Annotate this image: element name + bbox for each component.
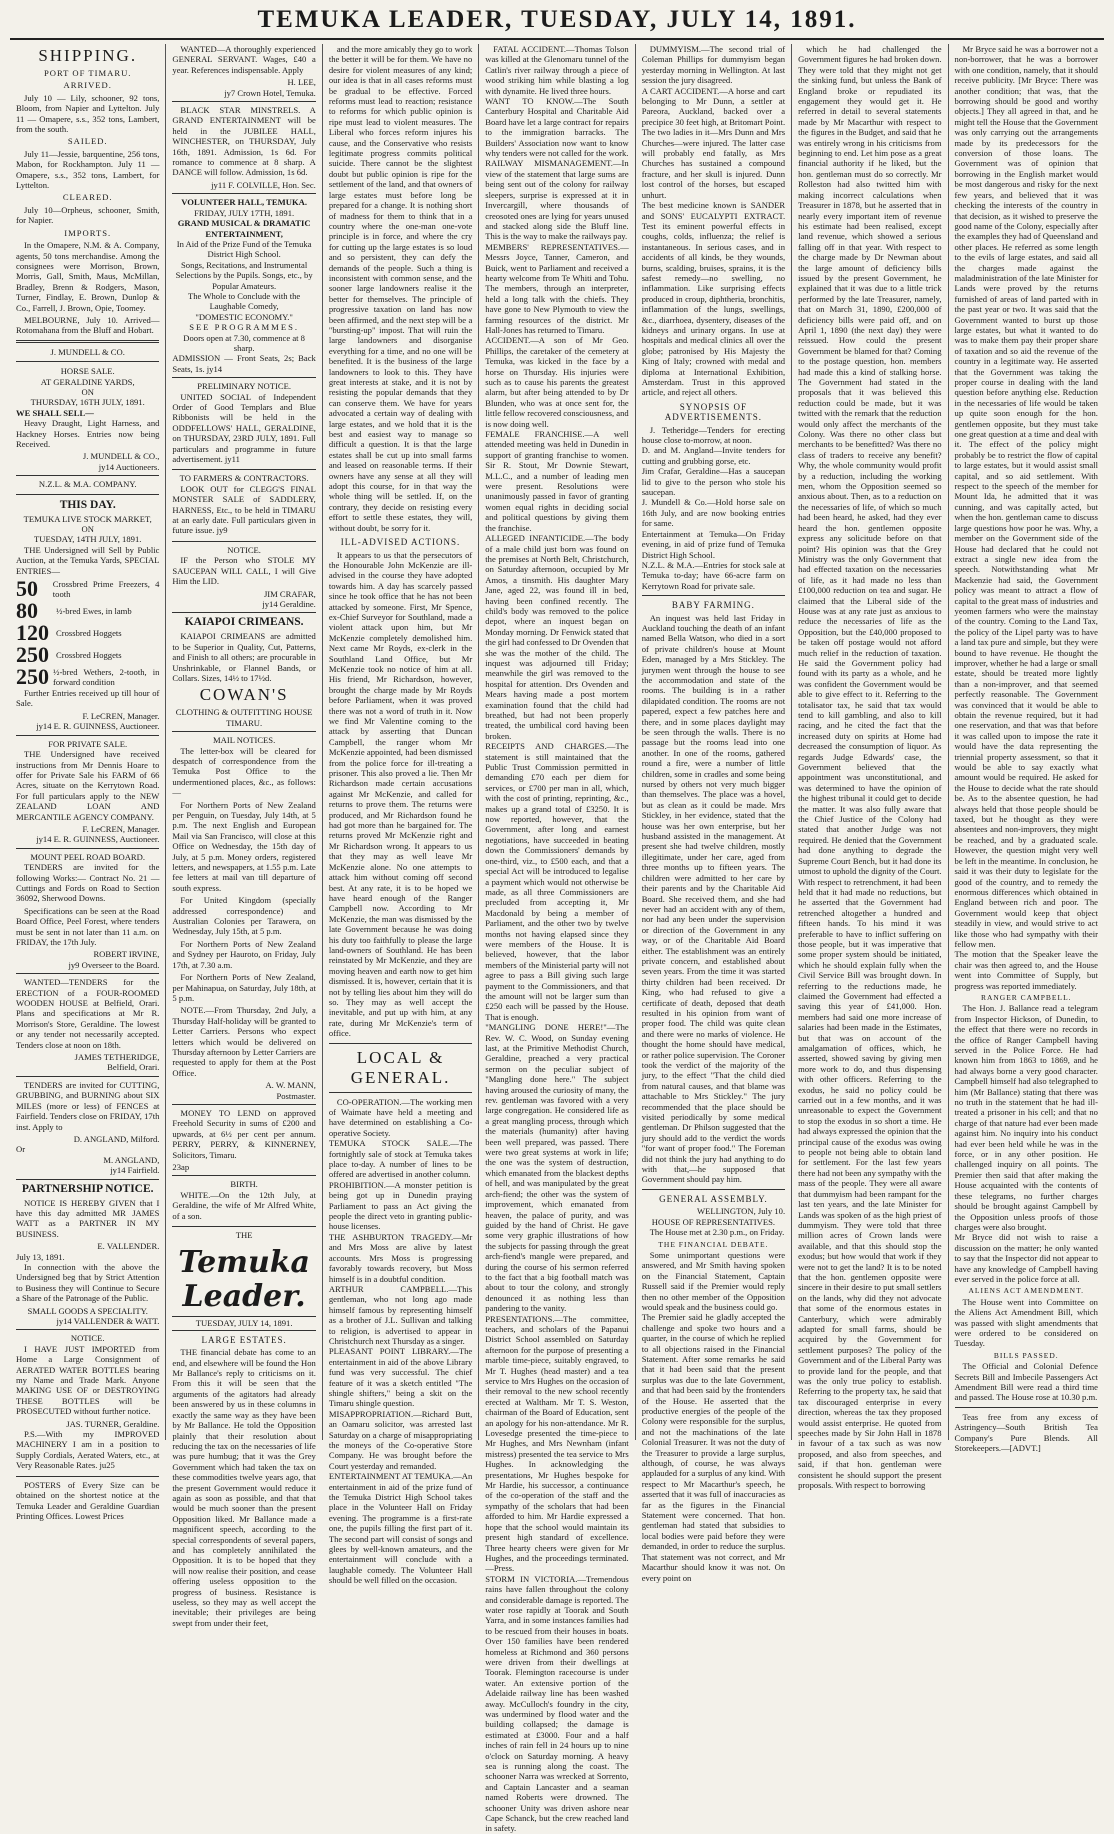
stock-entry <box>16 600 159 622</box>
angland-d-sign: D. ANGLAND, Milford. <box>73 1133 160 1144</box>
notice-title: NOTICE. <box>70 1333 105 1344</box>
partnership-title: PARTNERSHIP NOTICE. <box>21 1182 154 1195</box>
column-2 <box>166 44 322 1628</box>
colville-sign: jy11 F. COLVILLE, Hon. Sec. <box>211 179 316 190</box>
the-label: THE <box>235 1230 253 1241</box>
leader-nameplate: Temuka Leader. <box>178 1245 310 1315</box>
column-3 <box>323 44 479 1586</box>
baby-farming-text: An inquest was held last Friday in Auckland touching the death of an infant named Bella Watson, who died in a sort of private children's house at Mount Eden, managed by a Mrs Stickley. The jurymen went through the house to see the accommodation and state of the rooms. The building is in a rather dilapidated condition. The rooms are not papered, expect a few patches here and there, and in some places daylight may be seen through the walls. There is no passage but the rooms lead into one another. In one of the rooms, gathered round a fire, were a number of little children, some in cradles and some being nursed by others not very much bigger than themselves. The place was a hovel, but as clean as it could be made. Mrs Stickley, in her evidence, stated that the house was her own enterprise, but her husband assisted in the management. At present she had twelve children, mostly illegitimate, under her care, aged from three months up to fifteen years. The children were admitted to her care by their parents and by the Charitable Aid Board. She received them, and she had never had an accident with any of them, nor had any been under the supervision or direction of the Government in any way, or of the Charitable Aid Board either. The establishment was an entirely private concern, and established about seven years. From the time it was started thirty children had been received. Dr King, who had refused to give a certificate of death, deposed that death resulted in his opinion from want of proper food. The child was quite clean and there were no marks of violence. He thought the home should have medical, or rather police supervision. The Coroner took the verdict of the majority of the jury, to the effect "That the child died from natural causes, and that blame was attachable to Mrs Stickley." The jury recommended that the place should be visited periodically by some medical gentleman. Dr Philson suggested that the jury should add to the verdict the words "for want of proper food." The Foreman did not think the jury had anything to do with that,—he supposed that Government should pay him. <box>641 612 786 1185</box>
tetheridge-ad <box>16 977 159 1077</box>
road-board-ad <box>16 852 159 974</box>
undersigned-text: THE Undersigned will Sell by Public Auction, at the Temuka Yards, SPECIAL ENTRIES— <box>16 544 160 576</box>
auctioneers: jy14 Auctioneers. <box>98 461 160 472</box>
wanted-tenders-text: WANTED—TENDERS for the ERECTION of a FOUR-ROOMED WOODEN HOUSE at Belfield, Orari. Plans and specifications at Mr R. Morrison's Store, Geraldine. The lowest or any tender not necessarily accepted. Tenders close at noon on 18th. <box>16 977 160 1050</box>
horse-sale-title: HORSE SALE. <box>60 366 115 377</box>
friday-date: FRIDAY, JULY 17TH, 1891. <box>194 207 295 218</box>
local-general-text: CO-OPERATION.—The working men of Waimate have held a meeting and have determined on establishing a Co-operative Society. TEMUKA STOCK SALE.—The fortnightly sale of stock at Temuka takes place to-day. A number of lines to be offered are advertised in another column. PROHIBITION.—A monster petition is being got up in Dunedin praying Parliament to pass an Act giving the people the direct veto in granting public-house licenses. THE ASHBURTON TRAGEDY.—Mr and Mrs Moss are alive by latest accounts. Mrs Moss is progressing favorably towards recovery, but Moss himself is in a doubtful condition. ARTHUR CAMPBELL.—This gentleman, who not long ago made himself famous by representing himself as a brother of J.L. Sullivan and talking to religion, is advertised to appear in Christchurch next Thursday as a singer. PLEASANT POINT LIBRARY.—The entertainment in aid of the above Library fund was very successful. The chief feature of it was a sketch entitled "The shingle shifters," being a skit on the Timaru shingle question. MISAPPROPRIATION.—Richard Butt, an Oamaru solicitor, was arrested last Saturday on a charge of misappropriating the moneys of the Co-operative Store Company. He was brought before the Court yesterday and remanded. ENTERTAINMENT AT TEMUKA.—An entertainment in aid of the prize fund of the Temuka District High School takes place in the Volunteer Hall on Friday evening. The programme is a first-rate one, the pupils filling the first part of it. The second part will consist of songs and glees by well-known amateurs, and the entertainment will conclude with a laughable comedy. The Volunteer Hall should be well filled on the occasion. <box>328 1096 473 1586</box>
saucepan-ad <box>172 545 315 613</box>
geraldine-yards: AT GERALDINE YARDS, <box>40 376 135 387</box>
house-title: HOUSE OF REPRESENTATIVES. <box>651 1216 775 1227</box>
tenders-gorse-text: TENDERS are invited for CUTTING, GRUBBING, and BURNING about SIX MILES (more or less) of FENCES at Fairfield. Tenders close on FRIDAY, 17th inst. Apply to <box>16 1079 160 1132</box>
leader-date: TUESDAY, JULY 14, 1891. <box>172 1316 315 1330</box>
stock-count: 250 <box>16 664 49 690</box>
stock-entry <box>16 666 159 688</box>
servant-text: WANTED—A thoroughly experienced GENERAL SERVANT. Wages, £40 a year. References indispensable. Apply <box>172 44 316 75</box>
mail-text-3: For United Kingdom (specially addressed correspondence) and Australian Colonies per Tarawera, on Wednesday, July 15th, at 5 p.m. <box>172 895 316 937</box>
cowans-title: COWAN'S <box>199 685 289 705</box>
timaru-label: TIMARU. <box>226 717 263 728</box>
stock-desc: Crossbred Prime Freezers, 4 tooth <box>52 578 160 600</box>
general-assembly-title: GENERAL ASSEMBLY. <box>659 1193 768 1204</box>
mail-title: MAIL NOTICES. <box>213 735 276 746</box>
aid-text: In Aid of the Prize Fund of the Temuka District High School. <box>176 238 312 260</box>
ranger-campbell-title: RANGER CAMPBELL. <box>980 992 1072 1002</box>
divider <box>329 1043 472 1044</box>
debate-cont-2: Mr Bryce said he was a borrower not a non-borrower, that he was a borrower with one condition, namely, that it should receive publicity. [Mr Bryce: There was another condition; that was, that the borrowing should be good and worthy objects.] They all agreed in that, and he might tell the House that the Government was only carrying out the arrangements made by its predecessors for the conversion of those loans. The Government was of opinion that borrowing in the English market would be most dangerous and risky for the next few years, and believed that it was checking the interests of the country in that decision, as it wished to preserve the good name of the Colony, especially after the examples they had of Queensland and other places. He referred as some length to the evils of large estates, and said all the charges made against the maladministration of the late Minister for Lands were proved by the returns furnished of areas of land parted with in the past year or two. It was said that the Government wanted to burst up those large estates, but what it wanted to do was to make them pay their proper share of taxation and so aid the revenue of the country in a legitimate way. He asserted that the Government was taking the proper course in dealing with the land question before anything else. Reduction in the necessaries of life would be taken up quite soon enough for the hon. gentlemen opposite, but they must take one great question at a time and deal with it. The effect of the policy might probably be to restrict the flow of capital to large estates, but it would assist small capital, and so aid settlement. With respect to the speech of the member for Mount Ida, he admitted that it was cunning, and was capitally acted, but when the hon. gentleman came to discuss large questions how poor he was. Why, a member on the Government side of the House had declared that he could not extract a single new idea from the speech. Notwithstanding what Mr Mackenzie had said, the Government policy was meant to attract a flow of capital to the great mass of industries and yeomen farmers who were the mainstay of the country. Coming to the Land Tax, the policy of the Lipel party was to have a land tax pure and simple, but they were bound to have revenue. He thought the improver, whether he had a large or small estate, should be treated more lightly than a non-improver, and that seemed perfectly reasonable. The Government was convinced that it would be able to obtain the revenue required, but it had one reservation, and that was that before it was called upon to impose the rate it would have the data representing the triennial property assessment, so that it would be able to say exactly what amount would be required. He asked for the House to decide what the rate should be. As to the absentee question, he had always held that those people should be taxed, but he thought as they were absentees and non-improvers, they might be reached, and by a graduated scale. However, the question might very well be left in the meantime. In conclusion, he said it was their duty to legislate for the good of the country, and to remedy the enormous differences which obtained in England between rich and poor. The Government would keep that object steadily in view, and would strive to act like those who had sympathy with their fellow men. The motion that the Speaker leave the chair was then agreed to, and the House went into Committee of Supply, but progress was reported immediately. <box>954 44 1098 991</box>
turner-sign: JAS. TURNER, Geraldine. <box>66 1418 160 1429</box>
column-4 <box>479 44 635 1834</box>
nzl-heading: N.Z.L. & M.A. COMPANY. <box>38 479 137 490</box>
guinness-sign-2: jy14 E. R. GUINNESS, Auctioneer. <box>36 834 160 845</box>
kaiapoi-title: KAIAPOI CRIMEANS. <box>184 616 304 629</box>
stock-count: 50 <box>16 576 38 602</box>
on-label-2: ON <box>81 524 94 535</box>
cleared-text: July 10—Orpheus, schooner, Smith, for Napier. <box>16 204 160 226</box>
conclude-text: The Whole to Conclude with the Laughable Comedy, <box>188 290 301 312</box>
columns <box>10 44 1104 1834</box>
debate-text: Some unimportant questions were answered, and Mr Smith having spoken on the Financial Statement, Captain Russell said if the Premier would reply then no other member of the Opposition would speak and the business could go. The Premier said he gladly accepted the challenge and spoke two hours and a quarter, in the course of which he replied to all objections raised in the Financial Statement. After some remarks he said that it had been said that the present surplus was due to the late Government, and that had been said by the frontenders of the House. He asserted that the productive energies of the people of the Colony were responsible for the surplus, and not the machinations of the late Colonial Treasurer. It was not the duty of the Treasurer to provide a large surplus, although, of course, he was always applauded for a surplus of any kind. With respect to Mr Macarthur's speech, he asserted that it was full of inaccuracies as far as the figures in the Financial Statement were concerned. That hon. gentleman had stated that subsidies to local bodies were paid before they were demanded, in order to reduce the surplus. That statement was not correct, and Mr Macarthur should know it was not. On every point on <box>641 1249 786 1583</box>
posters-text: POSTERS of Every Size can be obtained on the shortest notice at the Temuka Leader and Geraldine Guardian Printing Offices. Lowest Prices <box>16 1479 160 1521</box>
ill-advised-text: It appears to us that the persecutors of the Honourable John McKenzie are ill-advised in the course they have adopted towards him. A day has scarcely passed since he took office that he has not been attacked by someone. First, Mr Spence, ex-Chief Surveyor for Southland, made a violent attack upon him, but Mr McKenzie completely demolished him. Next came Mr Royds, ex-clerk in the Southland Land Office, but Mr McKenzie took no notice of him at all. His friend, Mr Richardson, however, brought the charge made by Mr Royds before Parliament, when it was proved there was not a word of truth in it. Now we find Mr Valentine coming to the attack by asserting that Duncan Campbell, the ranger whom Mr McKenzie appointed, had been dismissed from the police force for ill-treating a prisoner. This also proved a lie. Then Mr Richardson made certain accusations against Mr McKenzie, and called for returns to prove them. The returns were produced, and Mr Richardson found he had got more than he bargained for. The returns proved Mr McKenzie right and Mr Richardson wrong. It appears to us that they may as well leave Mr McKenzie alone. No one attempts to attack him without coming off second best. At any rate, it is to be hoped we have heard enough of the Ranger Campbell now. According to Mr McKenzie, the man was dismissed by the late Government because he was doing his duty too faithfully to please the large land-owners of Southland. He has been reinstated by Mr McKenzie, and they are moving heaven and earth now to get him dismissed. It is, however, certain that it is not by telling lies about him they will do so. They may as well accept the inevitable, and put up with him, at any rate, during Mr McKenzie's term of office. <box>328 549 473 1039</box>
vol-hall-title: VOLUNTEER HALL, TEMUKA. <box>181 197 307 208</box>
minstrels-text: BLACK STAR MINSTRELS. A GRAND ENTERTAINMENT will be held in the JUBILEE HALL, WINCHESTER, on THURSDAY, July 16th, 1891. Admission, 1s 6d. For romance to commence at 8 sharp. A DANCE will follow. Admission, 1s 6d. <box>172 105 316 178</box>
partnership-ad <box>16 1183 159 1331</box>
comedy-title: "DOMESTIC ECONOMY." <box>195 311 293 322</box>
stock-count: 250 <box>16 642 49 668</box>
debate-cont: which he had challenged the Government figures he had broken down. They were told that they might not get the sinking fund, but unless the Bank of England broke or repudiated its engagement they would get it. He referred in detail to several statements made by Mr Macarthur with respect to the figures in the Budget, and said that he was entirely wrong in his criticisms from beginning to end. Let him pose as a great financial authority if he liked, but the hon. gentleman must do so correctly. Mr Rolleston had also twitted him with making incorrect calculations when Treasurer in 1878, but he asserted that in nearly every important item of revenue his estimate had been realised, except land revenue, which showed a serious falling off in that year. With respect to the charge made by Dr Newman about the large amount of deficiency bills issued by the present Government, he explained that it was due to a little trick performed by the late Treasurer, namely, that on March 31, 1890, £200,000 of deficiency bills were paid off, and on April 1, 1890 (the next day) they were reissued. How could the present Government be blamed for that? Coming to the postage question, hon. members had made this a kind of stalking horse. The Government had stated in the proposals that it was believed this reduction could be made, but it was twitted with the remark that the reduction would only affect the merchants of the Colony. Was there no other class but merchants to be benefitted? Was there no class of traders to receive any benefit? Why, the whole community would profit by a reduction, including the working men, whom the Opposition seemed so anxious about. Then, as to a reduction on the necessaries of life, of which so much had been heard, he asked, had they ever heard the hon. gentlemen opposite express any solicitude before on that point? His opinion was that the Grey Ministry was the only Government that had effected taxation on the necessaries of life, as it had made no less than £100,000 reduction on tea and sugar. He claimed that the Liberal side of the House was at any rate just as anxious to reduce the necessaries of life as the Opposition, but the £40,000 proposed to be taken off postage would not afford much relief in the reduction of taxation. He said the Government policy had found with its party as a whole, and he was confident the Government would be able to give effect to it. Referring to the totalisator tax, he said that tax would tend to kill gambling, and also to kill racing, and he cited the fact that the increased duty on spirits at Home had decreased the consumption of liquor. As regards Judge Edwards' case, the Government believed that the appointment was unconstitutional, and was determined to have the opinion of the highest tribunal it could get to decide the matter. It was also fully aware that the Chief Justice of the Colony had stated that another Judge was not required. He denied that the Government had done anything to degrade the Supreme Court Bench, but it had done its utmost to uphold the dignity of the Court. With respect to retrenchment, it had been held that it had made no reductions, but he asserted that the Government had retrenched altogether a hundred and fifteen hands. To his mind it was preferable to have to inflict suffering on those people, but it was imperative that some proper system should be initiated, which he should explain fully when the Civil Service Bill was brought down. In referring to the reductions made, he claimed the Government had effected a saving this year of £41,000. Hon. members had said one more increase of salaries had been made in the Estimates, but that was on account of the amalgamation of offices, which, he asserted, showed saving by giving men more work to do, and thus dispensing with other officers. Referring to the exodus, he said no policy could be carried out in a few months, and it was unreasonable to expect the Government to stop the exodus in so short a time. He had always expressed the opinion that the principal cause of the exodus was owing to people not being able to obtain land for settlement. For the last few years there had not been any sympathy with the mass of the people. They were all aware that dummyism had been rampant for the last ten years, and the late Minister for Lands was spoken of as the high priest of dummyism. They were told that three million acres of Crown lands were available, and that this should stop the exodus; but how would that work if they were not to get the land? It is to be noted that the hon. gentlemen opposite were sincere in their desire to put small settlers on the lands, why did they not advocate that some of the enormous estates in Canterbury, which were admirably adapted for small farms, should be acquired by the Government for settlement purposes? The policy of the Government and of the Liberal Party was to provide land for the people, and that was the only true policy to establish. Referring to the property tax, he said that tax discouraged enterprise in every direction, whereas the tax they proposed would assist enterprise. He quoted from speeches made by Sir John Hall in 1878 in favour of a tax such as was now proposed, and also from speeches, and said, if that hon. gentleman were consistent he should support the present proposals. With respect to borrowing <box>798 44 942 1491</box>
further-entries: Further Entries received up till hour of Sale. <box>16 688 160 709</box>
live-stock-market: TEMUKA LIVE STOCK MARKET, <box>23 513 152 524</box>
partnership-text: NOTICE IS HEREBY GIVEN that I have this day admitted MR JAMES WATT as a PARTNER IN MY BUSINESS. <box>16 1197 160 1239</box>
specs-text: Specifications can be seen at the Road Board Office, Peel Forest, where tenders must be sent in not later than 11 a.m. on FRIDAY, the 17th July. <box>16 905 160 947</box>
large-estates-cont: and the more amicably they go to work the better it will be for them. We have no desire for violent measures of any kind; our idea is that in all cases reforms must be gradual to be effective. Forced reforms must lead to reaction; resistance to reforms for which public opinion is ripe must lead to violent measures. The Liberal who forces reform injures his cause, and the Conservative who resists legitimate progress commits political suicide. There cannot be the slightest doubt but public opinion is ripe for the settlement of the land, and that owners of large estates must before long be prepared for a change. It is nothing short of madness for them to think that in a country where the one-man one-vote principle is in force, and where the cry for cutting up the large estates is so loud and so persistent, they can defy the demands of the people. Such a thing is inconsistent with common sense, and the sooner large landowners realise it the better for themselves. The principle of progressive taxation on land has now been affirmed, and the next step will be a "bursting-up" impost. That will ruin the large landowners and disorganise everything for a time, and no one will be benefited. It is the business of the large landowners to look to this. They have great interests at stake, and it is not by resisting the popular demands that they can conserve them. We have for years advocated a certain way of dealing with large estates, and we hold that it is the best and easiest way to manage so difficult a question. It is that the large estates shall be cut up into small farms and leased on reasonable terms. If their owners have any sense at all they will adopt this course, for in that way the whole thing will be settled. If, on the contrary, they decide on resisting every effort to settle these estates, they will, without doubt, be sorry for it. <box>328 44 473 533</box>
horse-sale-ad <box>16 347 159 476</box>
column-1 <box>10 44 166 1521</box>
large-estates-text: THE financial debate has come to an end, and elsewhere will be found the Hon Mr Ballance's reply to criticisms on it. From this it will be seen that the arguments of the agitators had already been answered by us in these columns in exactly the same way as they have been by Mr Ballance. He told the Opposition plainly that their resolution about reducing the tax on the necessaries of life was pure humbug; that it was the Grey Government which had taken the tax on these commodities twelve years ago, that the present Government would reduce it again as soon as possible, and that that would be much sooner than the present Opposition liked. Mr Ballance made a magnificent speech, according to the special correspondents of several papers, and has completely annihilated the Opposition. It is to be hoped that they will now realise their position, and cease offering useless opposition to the progress of business. Resistance is useless, so they may as well accept the inevitable; their privileges are being swept from under their feet, <box>172 1347 316 1628</box>
bills-text: The Official and Colonial Defence Secrets Bill and Imbecile Passengers Act Amendment Bill were read a third time and passed. The House rose at 10.30 p.m. <box>954 1361 1098 1403</box>
mail-text-6: NOTE.—From Thursday, 2nd July, a Thursday Half-holiday will be granted to Letter Carriers. Persons who expect letters which would be delivered on Thursday afternoon by Letter Carriers are requested to apply for them at the Post Office. <box>172 1005 316 1078</box>
cleared-label: CLEARED. <box>62 192 113 203</box>
mail-notices <box>172 735 315 1105</box>
or-label: Or <box>16 1144 26 1155</box>
songs-text: Songs, Recitations, and Instrumental Selections by the Pupils. Songs, etc., by Popular Amateurs. <box>175 259 313 291</box>
lecren-sign: F. LeCREN, Manager. <box>82 710 160 721</box>
volunteer-hall-ad <box>172 197 315 378</box>
mail-text-1: The letter-box will be cleared for despatch of correspondence from the Temuka Post Office to the undermentioned places, &c., as follows:— <box>172 745 316 798</box>
stock-desc: ½-bred Ewes, in lamb <box>56 605 132 616</box>
sailed-text: July 11—Jessie, barquentine, 256 tons, Mabon, for Rockhampton. July 11 — Omapere, s.s., 352 tons, Lambert, for Lyttelton. <box>16 148 160 191</box>
money-code: 23ap <box>172 1162 190 1172</box>
mail-text-4: For Northern Ports of New Zealand and Sydney per Hauroto, on Friday, July 17th, at 7.30 a.m. <box>172 938 316 970</box>
news-items: DUMMYISM.—The second trial of Coleman Phillips for dummyism began yesterday morning in Wellington. At last session the jury disagreed. A CART ACCIDENT.—A horse and cart belonging to Mr Dunn, a settler at Pareora, Auckland, backed over a precipice 30 feet high, at Britomart Point. The two ladies in it—Mrs Dunn and Mrs Churches—were injured. The latter case will probably end fatally, as Mrs Churches has sustained a compound fracture, and her skull is injured. Dunn lost control of the horses, but escaped unhurt. The best medicine known is SANDER and SONS' EUCALYPTI EXTRACT. Test its eminent powerful effects in coughs, colds, influenza; the relief is instantaneous. In serious cases, and in accidents of all kinds, be they wounds, burns, scalding, bruises, sprains, it is the safest remedy—no swelling, no inflammation. Like surprising effects produced in croup, diphtheria, bronchitis, inflammation of the lungs, swellings, &c., diarrhoea, dysentery, diseases of the kidneys and urinary organs. In use at hospitals and medical clinics all over the globe; patronised by His Majesty the King of Italy; crowned with medal and diploma at International Exhibition, Amsterdam. Trust in this approved article, and reject all others. <box>641 44 786 398</box>
oddfellows-text: UNITED SOCIAL of Independent Order of Good Templars and Blue Ribbonists will be held in the ODDFELLOWS' HALL, GERALDINE, on THURSDAY, 23RD JULY, 1891. Full particulars and programme in future advertisement. jy11 <box>172 391 316 465</box>
melbourne-text: MELBOURNE, July 10. Arrived—Rotomahana from the Bluff and Hobart. <box>16 314 160 336</box>
notice-title-2: NOTICE. <box>227 544 261 555</box>
imports-text: In the Omapere, N.M. & A. Company, agents, 50 tons merchandise. Among the consignees were Morrison, Brown, Morris, Gall, Smith, Maus, McMillan, Bradley, Brenn & Rodgers, Mason, Turner, Findlay, E. Brown, Dunlop & Co., Farrell, J. Brown, Opie, Toomey. <box>16 240 160 313</box>
private-sale-title: FOR PRIVATE SALE. <box>48 738 128 749</box>
vallender-sign: E. VALLENDER. <box>97 1241 160 1252</box>
wellington-dateline: WELLINGTON, July 10. <box>696 1206 786 1217</box>
clegg-ad <box>172 473 315 541</box>
aliens-act-title: ALIENS ACT AMENDMENT. <box>968 1286 1084 1296</box>
stock-desc: ½-bred Wethers, 2-tooth, in forward condition <box>53 666 160 688</box>
private-sale-text: THE Undersigned have received instructions from Mr Dennis Hoare to offer for Private Sale his FARM of 66 Acres, situate on the Kerrytown Road. For full particulars apply to the NEW ZEALAND LOAN AND MERCANTILE AGENCY COMPANY. <box>16 749 160 822</box>
house-met: The House met at 2.30 p.m., on Friday. <box>649 1227 785 1238</box>
belfield-sign: Belfield, Orari. <box>107 1062 160 1073</box>
divider <box>16 494 159 495</box>
lee-sign: H. LEE, <box>287 77 316 88</box>
saucepan-text: IF the Person who STOLE MY SAUCEPAN WILL CALL, I will Give Him the LID. <box>172 555 316 587</box>
masthead: TEMUKA LEADER, TUESDAY, JULY 14, 1891. <box>10 6 1104 40</box>
lecren-sign-2: F. LeCREN, Manager. <box>82 823 160 834</box>
column-5 <box>636 44 792 1583</box>
local-general-cont: FATAL ACCIDENT.—Thomas Tolson was killed at the Glenomaru tunnel of the Catlin's river railway through a piece of wood striking him while blasting a log with dynamite. He lived three hours. WANT TO KNOW.—The South Canterbury Hospital and Charitable Aid Board have let a large contract for repairs to the immigration barracks. The Builders' Association now want to know why tenders were not called for the work. RAILWAY MISMANAGEMENT.—In view of the statement that large sums are being sent out of the colony for railway sleepers, surprise is expressed at it in Invercargill, where thousands of creosoted ones are lying for years unused and stacked along side the Bluff line. This is the way to make the railways pay. MEMBERS' REPRESENTATIVES.—Messrs Joyce, Tanner, Cameron, and Buick, went to Parliament and received a hearty welcome from Te Whiti and Tohu. The members, through an interpreter, held a long talk with the chiefs. They have gone to New Plymouth to view the farming resources of the district. Mr Hall-Jones has returned to Timaru. ACCIDENT.—A son of Mr Geo. Phillips, the caretaker of the cemetery at Temuka, was kicked in the face by a horse on Thursday. His injuries were such as to cause his parents the greatest alarm, but after being attended to by Dr Blunden, who was at once sent for, the little fellow recovered consciousness, and is now doing well. FEMALE FRANCHISE.—A well attended meeting was held in Dunedin in support of granting franchise to women. Sir R. Stout, Mr Downie Stewart, M.L.C., and a number of leading men were present. Resolutions were unanimously passed in favor of granting women equal rights in deciding social and political questions by giving them the franchise. ALLEGED INFANTICIDE.—The body of a male child just born was found on the premises at North Belt, Christchurch, on Saturday afternoon, occupied by Mr Amos, a tinsmith. His daughter Mary Jane, aged 22, was found ill in bed, having been confined recently. The child's body was removed to the police depot, where an inquest began on Monday morning. Dr Fenwick stated that the girl had confessed to Dr Ovenden that she was the mother of the child. The inquest was adjourned till Friday; meanwhile the girl was removed to the hospital for attention. Drs Ovenden and Mears having made a post mortem examination found that the child had breathed, but had not been properly treated, the umbilical cord having been broken. RECEIPTS AND CHARGES.—The statement is still maintained that the Public Trust Commission permitted in demanding £70 each per diem for services, or £700 per man in all, which, with the cost of printing, reprinting, &c., makes up a grand total of £3250. It is now reported, however, that the Government, after long and earnest negotiations, have succeeded in beating down the Commissioners' demands by one-third, viz., to £500 each, and that a special Act will be introduced to legalise a payment which would not otherwise be made, as all three Commissioners are precluded from accepting it, Mr Macdonald by being a member of Parliament, and the other two by twelve months not having elapsed since they were members of the House. It is believed, however, that the labor members of the Ministerial party will not agree to pass a Bill giving such large payment to the Commissioners, and that the amount will not be larger sum than £250 each will be passed by the House. That is enough. "MANGLING DONE HERE!"—The Rev. W. C. Wood, on Sunday evening last, at the Primitive Methodist Church, Geraldine, preached a very practical sermon on the peculiar subject of "Mangling done here." The subject having aroused the curiosity of many, the rev. gentleman was favored with a very large congregation. He considered life as a great mangling process, through which the materials (humanity) after having been well prepared, was passed. There were two great systems at work in life; the one was the system of destruction, which emanated from the blackest depths of hell, and was manipulated by the great arch-fiend; the other was the system of improvement, which emanated from heaven, the palace of purity, and was guided by the hand of Christ. He gave some very graphic illustrations of how the subjects for passing through the great arch-fiend's mangle were prepared, and during the course of his sermon referred to the fact that a big football match was about to tour the colony, and strongly denounced it as nothing less than pandering to the vanity. PRESENTATIONS.—The committee, teachers, and scholars of the Papanui District School assembled on Saturday afternoon for the purpose of presenting a marble time-piece, suitably engraved, to Mr T. Hughes (head master) and a tea service to Mrs Hughes on the occasion of their removal to the new school recently erected at Waltham. Mr T. S. Weston, chairman of the Board of Education, sent an apology for his non-attendance. Mr R. Lovesedge presented the time-piece to Mr Hughes, and Mrs Newnham (infant mistress) presented the tea service to Mrs Hughes. In acknowledging the presentations, Mr Hughes bespoke for Mr Hardie, his successor, a continuance of the co-operation of the staff and the sympathy of the scholars that had been afforded to him. Mr Hardie expressed a hope that the school would maintain its present high standard of excellence. Three hearty cheers were given for Mr Hughes, and the proceedings terminated.—Press. STORM IN VICTORIA.—Tremendous rains have fallen throughout the colony and considerable damage is reported. The water rose rapidly at Toorak and South Yarra, and in some instances families had to be rescued from their houses in boats. Over 150 families have been rendered homeless at Richmond and 360 persons were driven from their dwellings at Toorak. Flemington racecourse is under water. An extensive portion of the Adelaide railway line has been washed away. McCulloch's foundry in the city, was undermined by flood water and the building collapsed; the damage is estimated at £3000. Four and a half inches of rain fell in 24 hours up to nine o'clock on Saturday morning. A heavy sea is running along the coast. The schooner Narra was wrecked at Sorrento, and Captain Lancaster and a seaman named Roberts were drowned. The schooner Unity was driven ashore near Cape Schanck, but the crew reached land in safety. <box>485 44 629 1834</box>
port-heading: PORT OF TIMARU. <box>43 68 132 78</box>
prelim-ad <box>172 381 315 470</box>
arrived-label: ARRIVED. <box>63 80 112 91</box>
divider <box>329 1092 472 1093</box>
irvine-sign: ROBERT IRVINE, <box>93 949 160 960</box>
mount-peel-title: MOUNT PEEL ROAD BOARD. <box>30 851 145 862</box>
crafar-sign: JIM CRAFAR, <box>263 588 316 599</box>
divider <box>16 361 159 362</box>
money-ad <box>172 1108 315 1176</box>
column-7 <box>949 44 1104 1454</box>
farmers-title: TO FARMERS & CONTRACTORS. <box>179 473 309 484</box>
birth-text: WHITE.—On the 12th July, at Geraldine, the wife of Mr Alfred White, of a son. <box>172 1189 316 1221</box>
turner-ad <box>16 1333 159 1476</box>
aliens-text: The House went into Committee on the Aliens Act Amendment Bill, which was passed with slight amendments that were ordered to be considered on Tuesday. <box>954 1296 1098 1349</box>
divider <box>16 340 159 343</box>
stock-desc: Crossbred Hoggets <box>56 627 122 638</box>
private-sale-ad <box>16 739 159 849</box>
small-goods: SMALL GOODS A SPECIALITY. <box>27 1305 148 1316</box>
kaiapoi-text: KAIAPOI CRIMEANS are admitted to be Superior in Quality, Cut, Patterns, and Finish to all others; are procurable in Unshrinkable, or Flannel Bands, or Collars. Sizes, 14½ to 17½d. <box>172 631 316 683</box>
large-estates-title: LARGE ESTATES. <box>201 1334 287 1345</box>
ranger-text: The Hon. J. Ballance read a telegram from Inspector Hickson, of Dunedin, to the effect that there were no records in the office of Ranger Campbell having served in the Police Force. He had known him from 1863 to 1869, and he had always borne a very good character. Campbell himself had also telegraphed to him (Mr Ballance) stating that there was no truth in the statement that he had ill-treated a prisoner in his cell; and that no charge of that nature had ever been made against him. No inquiry into his conduct had ever been held while he was in the force, or in any other position. He challenged inquiry on all points. The Premier then said that after making the House acquainted with the contents of these telegrams, no further charges should be brought against Campbell by the Opposition unless proofs of those charges were also brought. Mr Bryce did not wish to raise a discussion on the matter; he only wanted to say that the Inspector did not appear to have any knowledge of Campbell having ever served in the police force at all. <box>954 1003 1098 1284</box>
column-6 <box>792 44 948 1491</box>
mail-text-2: For Northern Ports of New Zealand per Penguin, on Tuesday, July 14th, at 5 p.m. The next English and European Mail via San Francisco, will close at this Office on Wednesday, the 15th day of July, at 5 p.m. Money orders, registered letters, and newspapers, at 1.55 p.m. Late fee letters at mail van till departure of south express. <box>172 799 316 893</box>
divider <box>955 1407 1098 1408</box>
guinness-sign: jy14 E. R. GUINNESS, Auctioneer. <box>36 721 160 732</box>
divider <box>642 1189 785 1190</box>
bottles-text: I HAVE JUST IMPORTED from Home a Large Consignment of AERATED WATER BOTTLES bearing my Name and Trade Mark. Anyone MAKING USE OF or DESTROYING THESE BOTTLES will be PROSECUTED without further notice. <box>16 1343 160 1417</box>
angland-m-sign: M. ANGLAND, <box>103 1154 160 1165</box>
kaiapoi-ad <box>172 616 315 732</box>
mann-sign: A. W. MANN, <box>265 1080 316 1091</box>
stock-market-ad <box>16 479 159 735</box>
vw-sign: jy14 VALLENDER & WATT. <box>56 1316 160 1326</box>
baby-farming-title: BABY FARMING. <box>671 600 755 611</box>
on-label: ON <box>81 386 94 397</box>
crafar-sign-2: jy14 Geraldine. <box>262 598 316 609</box>
prelim-title: PRELIMINARY NOTICE. <box>197 381 291 392</box>
will-sell: WE SHALL SELL— <box>16 407 94 418</box>
stock-desc: Crossbred Hoggets <box>56 649 122 660</box>
stock-entry <box>16 644 159 666</box>
fairfield-sign: jy14 Fairfield. <box>110 1165 160 1176</box>
programmes-title: SEE PROGRAMMES. <box>189 322 299 333</box>
mundell-sign: J. MUNDELL & CO., <box>82 451 160 462</box>
mundell-heading: J. MUNDELL & CO. <box>50 346 125 357</box>
grand-title: GRAND MUSICAL & DRAMATIC ENTERTAINMENT, <box>177 218 311 239</box>
overseer-sign: jy9 Overseer to the Board. <box>68 959 160 970</box>
stock-count: 80 <box>16 598 38 624</box>
this-day: THIS DAY. <box>59 498 116 511</box>
minstrels-ad <box>172 105 315 194</box>
birth-notice <box>172 1179 315 1227</box>
tetheridge-sign: JAMES TETHERIDGE, <box>74 1052 160 1063</box>
postmaster-sign: Postmaster. <box>276 1090 316 1101</box>
tenders-text: TENDERS are invited for the following Works:— Contract No. 21 — Cuttings and Fords on Road to Section 36092, Sherwood Downs. <box>16 862 160 904</box>
synopsis-title: SYNOPSIS OF ADVERTISEMENTS. <box>664 401 762 423</box>
sailed-label: SAILED. <box>67 136 108 147</box>
birth-title: BIRTH. <box>230 1179 258 1190</box>
shipping-title: SHIPPING. <box>38 46 138 65</box>
horses-text: Heavy Draught, Light Harness, and Hackney Horses. Entries now being Received. <box>16 418 160 449</box>
synopsis-text: J. Tetheridge—Tenders for erecting house close to-morrow, at noon. D. and M. Angland—Invite tenders for cutting and grubbing gorse, etc. Jim Crafar, Geraldine—Has a saucepan lid to give to the person who stole his saucepan. J. Mundell & Co.—Hold horse sale on 16th July, and are now booking entries for same. Entertainment at Temuka—On Friday evening, in aid of prize fund of Temuka District High School. N.Z.L. & M.A.—Entries for stock sale at Temuka to-day; have 66-acre farm on Kerrytown Road for private sale. <box>641 424 786 591</box>
hotel-sign: jy7 Crown Hotel, Temuka. <box>224 87 316 98</box>
outfitting-title: CLOTHING & OUTFITTING HOUSE <box>175 707 313 718</box>
bills-passed-title: BILLS PASSED. <box>993 1350 1059 1360</box>
stock-count: 120 <box>16 620 49 646</box>
imports-label: IMPORTS. <box>64 227 112 238</box>
local-general-title: LOCAL & GENERAL. <box>350 1047 451 1087</box>
tea-advert: Teas free from any excess of Astringency—South British Tea Company's Pure Blends. All Storekeepers.—[ADVT.] <box>954 1411 1098 1454</box>
sale-date: THURSDAY, 16TH JULY, 1891. <box>30 397 145 408</box>
ps-text: P.S.—With my IMPROVED MACHINERY I am in a position to Supply Cordials, Aerated Waters, etc., at Very Reasonable Rates. ju25 <box>16 1429 160 1471</box>
ill-advised-title: ILL-ADVISED ACTIONS. <box>340 537 461 548</box>
connection-text: In connection with the above the Undersigned beg that by Strict Attention to Business they will Continue to Secure a Share of the Patronage of the Public. <box>16 1261 160 1304</box>
doors-text: Doors open at 7.30, commence at 8 sharp. <box>183 332 305 353</box>
financial-debate-title: THE FINANCIAL DEBATE. <box>658 1239 769 1249</box>
angland-ad <box>16 1080 159 1180</box>
admission-text: ADMISSION — Front Seats, 2s; Back Seats, 1s. jy14 <box>172 353 316 374</box>
arrived-text: July 10 — Lily, schooner, 92 tons, Bloom, from Napier and Lyttelton. July 11 — Omapere, s.s., 352 tons, Lambert, from the south. <box>16 92 160 135</box>
clegg-text: LOOK OUT for CLEGG'S FINAL MONSTER SALE of SADDLERY, HARNESS, Etc., to be held in TIMARU at an early date. Full particulars given in future issue. jy9 <box>172 483 316 536</box>
stock-entry <box>16 578 159 600</box>
mail-text-5: For Northern Ports of New Zealand, per Mahinapua, on Saturday, July 18th, at 5 p.m. <box>172 972 316 1003</box>
market-date: TUESDAY, 14TH JULY, 1891. <box>34 534 142 545</box>
stock-entry <box>16 622 159 644</box>
partnership-date: July 13, 1891. <box>16 1251 65 1262</box>
servant-ad <box>172 44 315 102</box>
divider <box>642 595 785 596</box>
money-text: MONEY TO LEND on approved Freehold Security in sums of £200 and upwards, at 6½ per cent per annum. PERRY, PERRY, & KINNERNEY, Solicitors, Timaru. <box>172 1107 316 1160</box>
